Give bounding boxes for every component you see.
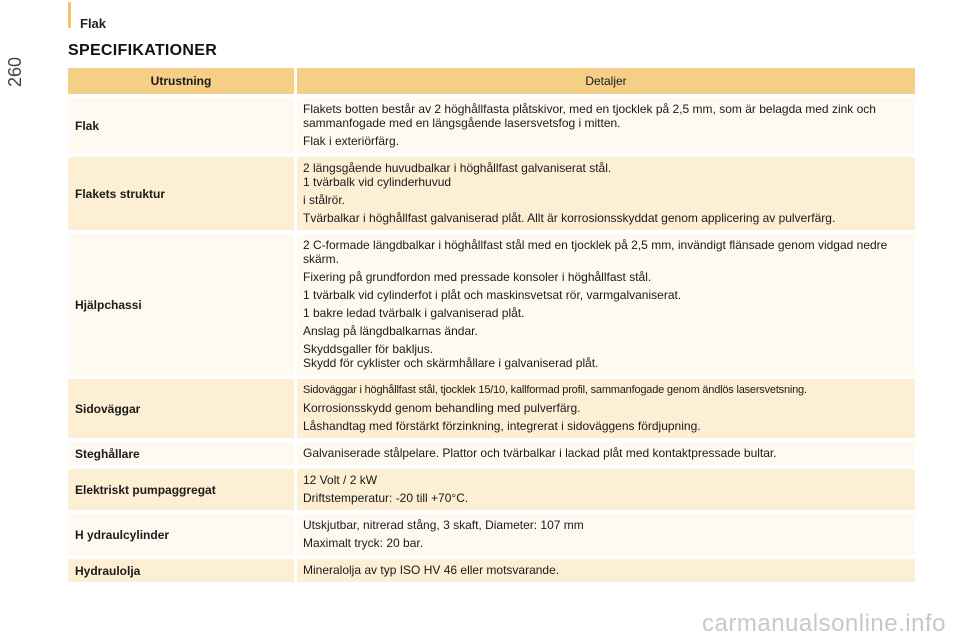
detail-line: 2 C-formade längdbalkar i höghållfast stål med en tjocklek på 2,5 mm, invändigt flänsade genom vidgad nedre skärm. <box>303 238 888 266</box>
row-details <box>297 442 915 465</box>
table-row <box>68 442 915 465</box>
detail-line: Låshandtag med förstärkt förzinkning, integrerat i sidoväggens fördjupning. <box>303 419 701 433</box>
column-header-equipment: Utrustning <box>68 68 294 94</box>
row-label: Flakets struktur <box>68 157 294 230</box>
page-number: 260 <box>4 56 25 88</box>
row-label: Hydraulolja <box>68 559 294 582</box>
detail-line: 1 tvärbalk vid cylinderhuvud <box>303 175 452 189</box>
detail-line: 1 bakre ledad tvärbalk i galvaniserad plåt. <box>303 306 525 320</box>
row-details <box>297 98 915 153</box>
table-row <box>68 157 915 230</box>
row-details <box>297 234 915 375</box>
detail-line: Tvärbalkar i höghållfast galvaniserad plåt. Allt är korrosionsskyddat genom applicering av pulverfärg. <box>303 211 836 225</box>
section-accent-bar <box>68 2 71 28</box>
section-label: Flak <box>80 16 107 31</box>
table-header <box>68 68 915 94</box>
table-row <box>68 379 915 438</box>
row-details <box>297 157 915 230</box>
row-label: Flak <box>68 98 294 153</box>
row-label: H ydraulcylinder <box>68 514 294 555</box>
detail-line: 1 tvärbalk vid cylinderfot i plåt och maskinsvetsat rör, varmgalvaniserat. <box>303 288 682 302</box>
detail-line: Maximalt tryck: 20 bar. <box>303 536 424 550</box>
row-label: Steghållare <box>68 442 294 465</box>
detail-line: 2 längsgående huvudbalkar i höghållfast galvaniserat stål. <box>303 161 612 175</box>
row-label: Elektriskt pumpaggregat <box>68 469 294 510</box>
detail-line: Galvaniserade stålpelare. Plattor och tvärbalkar i lackad plåt med kontaktpressade bultar. <box>303 446 777 460</box>
detail-line: Skydd för cyklister och skärmhållare i galvaniserad plåt. <box>303 356 599 370</box>
row-label: Hjälpchassi <box>68 234 294 375</box>
watermark-text: carmanualsonline.info <box>702 610 946 637</box>
detail-line: Skyddsgaller för bakljus. <box>303 342 434 356</box>
detail-line: Sidoväggar i höghållfast stål, tjocklek 15/10, kallformad profil, sammanfogade genom ändlös lasersvetsning. <box>303 384 807 396</box>
detail-line: Korrosionsskydd genom behandling med pulverfärg. <box>303 401 581 415</box>
row-details <box>297 514 915 555</box>
row-label: Sidoväggar <box>68 379 294 438</box>
row-details <box>297 469 915 510</box>
detail-line: Flak i exteriörfärg. <box>303 134 400 148</box>
detail-line: Flakets botten består av 2 höghållfasta plåtskivor, med en tjocklek på 2,5 mm, som är belagda med zink och sammanfogade med en längsgående lasersvetsfog i mitten. <box>303 102 876 130</box>
table-row <box>68 98 915 153</box>
detail-line: Utskjutbar, nitrerad stång, 3 skaft, Diameter: 107 mm <box>303 518 584 532</box>
table-row <box>68 514 915 555</box>
detail-line: Mineralolja av typ ISO HV 46 eller motsvarande. <box>303 563 560 577</box>
table-row <box>68 469 915 510</box>
detail-line: Anslag på längdbalkarnas ändar. <box>303 324 478 338</box>
detail-line: Fixering på grundfordon med pressade konsoler i höghållfast stål. <box>303 270 652 284</box>
spec-table <box>68 68 915 582</box>
table-row <box>68 234 915 375</box>
detail-line: Driftstemperatur: -20 till +70°C. <box>303 491 469 505</box>
table-row <box>68 559 915 582</box>
detail-line: 12 Volt / 2 kW <box>303 473 378 487</box>
detail-line: i stålrör. <box>303 193 346 207</box>
column-header-details: Detaljer <box>297 68 915 94</box>
row-details <box>297 379 915 438</box>
page-title: SPECIFIKATIONER <box>68 42 218 59</box>
row-details <box>297 559 915 582</box>
